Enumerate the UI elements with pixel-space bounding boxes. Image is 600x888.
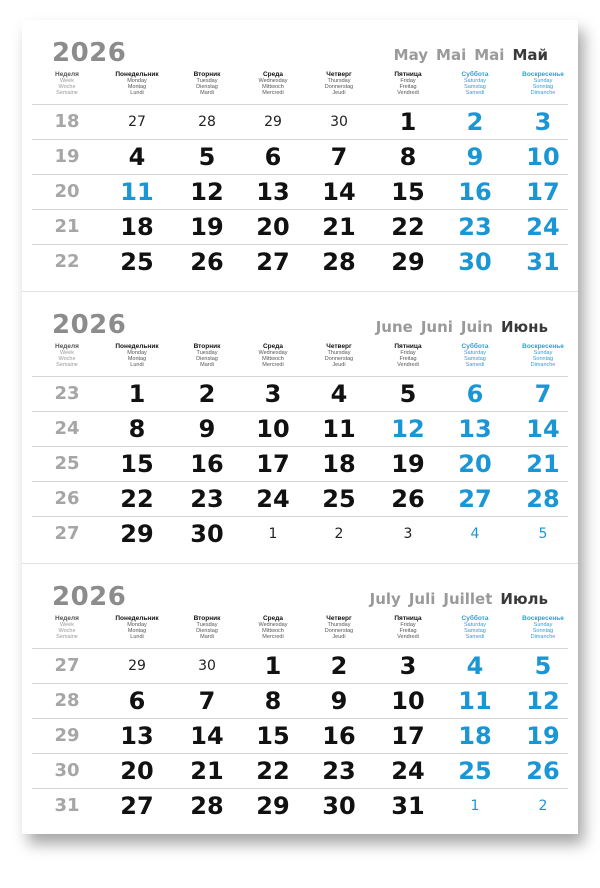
- month-name: Mai: [474, 46, 505, 64]
- day-header-ru: Пятница: [394, 71, 422, 78]
- day-header-translation: Thursday: [327, 350, 351, 356]
- day-cell: 1: [264, 652, 282, 680]
- day-header-ru: Воскресенье: [522, 71, 564, 78]
- day-cell: 23: [322, 757, 356, 785]
- week-number: 30: [54, 760, 80, 781]
- week-row: [32, 516, 568, 551]
- day-header-translation: Week: [60, 350, 74, 356]
- day-header: [240, 344, 306, 368]
- week-number: 20: [54, 181, 80, 202]
- day-header-translation: Semaine: [56, 90, 78, 96]
- day-cell: 22: [391, 213, 425, 241]
- day-header-translation: Montag: [127, 356, 147, 362]
- day-header-translation: Mittwoch: [262, 84, 284, 90]
- adjacent-month-day-cell: 29: [128, 658, 146, 674]
- day-cell: 4: [466, 652, 484, 680]
- day-header-translation: Semaine: [56, 634, 78, 640]
- day-header-translation: Woche: [58, 356, 76, 362]
- day-cell: 29: [120, 520, 154, 548]
- adjacent-month-day-cell: 28: [198, 114, 216, 130]
- day-header-translation: Mercredi: [262, 634, 284, 640]
- day-cell: 19: [190, 213, 224, 241]
- day-cell: 5: [198, 143, 216, 171]
- day-header: [442, 72, 508, 96]
- day-cell: 28: [190, 792, 224, 820]
- day-header-ru: Четверг: [326, 343, 352, 350]
- day-header-translation: Vendredi: [397, 634, 419, 640]
- month-name-ru: Июнь: [501, 318, 548, 336]
- week-number: 31: [54, 795, 80, 816]
- day-header-translation: Woche: [58, 628, 76, 634]
- month-name: Juli: [408, 590, 436, 608]
- day-header-row: [32, 72, 568, 102]
- day-cell: 21: [526, 450, 560, 478]
- day-header: [306, 72, 372, 96]
- month-name: Juni: [420, 318, 453, 336]
- month-block: [22, 291, 578, 563]
- day-header-translation: Tuesday: [196, 622, 218, 628]
- month-names: [376, 318, 548, 336]
- day-cell: 21: [190, 757, 224, 785]
- day-header-ru: Неделя: [55, 343, 79, 350]
- day-cell: 31: [391, 792, 425, 820]
- day-cell: 24: [391, 757, 425, 785]
- day-cell: 9: [198, 415, 216, 443]
- day-cell: 9: [330, 687, 348, 715]
- day-cell: 27: [458, 485, 492, 513]
- day-header-translation: Saturday: [463, 622, 486, 628]
- day-header-translation: Week: [60, 78, 74, 84]
- day-cell: 7: [534, 380, 552, 408]
- day-cell: 10: [256, 415, 290, 443]
- day-cell: 13: [256, 178, 290, 206]
- week-number: 27: [54, 655, 80, 676]
- year-label: 2026: [52, 310, 127, 340]
- week-row: [32, 753, 568, 788]
- day-header-translation: Tuesday: [196, 350, 218, 356]
- year-label: 2026: [52, 38, 127, 68]
- day-cell: 1: [128, 380, 146, 408]
- day-header-translation: Samedi: [465, 362, 485, 368]
- day-header-translation: Dienstag: [196, 628, 218, 634]
- day-header: [375, 616, 441, 640]
- day-header-translation: Dimanche: [530, 90, 556, 96]
- day-cell: 17: [391, 722, 425, 750]
- day-header-translation: Sonntag: [532, 356, 554, 362]
- day-header-ru: Суббота: [461, 343, 489, 350]
- day-header-translation: Dimanche: [530, 362, 556, 368]
- day-cell: 13: [458, 415, 492, 443]
- day-cell: 20: [458, 450, 492, 478]
- day-cell: 29: [391, 248, 425, 276]
- day-cell: 19: [526, 722, 560, 750]
- week-number: 22: [54, 251, 80, 272]
- day-cell: 5: [399, 380, 417, 408]
- day-header-translation: Monday: [127, 78, 147, 84]
- day-header-ru: Воскресенье: [522, 343, 564, 350]
- week-number: 29: [54, 725, 80, 746]
- day-header: [510, 616, 576, 640]
- month-names: [394, 46, 548, 64]
- day-header-translation: Mittwoch: [262, 356, 284, 362]
- day-header-translation: Friday: [400, 78, 416, 84]
- week-number: 24: [54, 418, 80, 439]
- day-header: [38, 72, 96, 96]
- day-cell: 7: [198, 687, 216, 715]
- week-row: [32, 411, 568, 446]
- day-header-translation: Sunday: [533, 350, 553, 356]
- day-header: [442, 344, 508, 368]
- week-number: 18: [54, 111, 80, 132]
- week-row: [32, 648, 568, 683]
- adjacent-month-day-cell: 3: [403, 526, 413, 542]
- day-cell: 6: [466, 380, 484, 408]
- day-cell: 10: [526, 143, 560, 171]
- day-cell: 14: [190, 722, 224, 750]
- adjacent-month-day-cell: 2: [334, 526, 344, 542]
- day-cell: 8: [399, 143, 417, 171]
- day-cell: 18: [458, 722, 492, 750]
- day-header-translation: Monday: [127, 622, 147, 628]
- day-cell: 27: [256, 248, 290, 276]
- day-cell: 30: [458, 248, 492, 276]
- day-header-translation: Mardi: [200, 634, 214, 640]
- day-header-ru: Суббота: [461, 71, 489, 78]
- week-row: [32, 104, 568, 139]
- day-cell: 4: [128, 143, 146, 171]
- day-header-translation: Montag: [127, 84, 147, 90]
- day-header-translation: Lundi: [130, 634, 144, 640]
- week-number: 26: [54, 488, 80, 509]
- day-cell: 14: [526, 415, 560, 443]
- day-header-translation: Wednesday: [258, 350, 288, 356]
- day-cell: 9: [466, 143, 484, 171]
- day-header-ru: Суббота: [461, 615, 489, 622]
- month-block: [22, 20, 578, 291]
- adjacent-month-day-cell: 5: [538, 526, 548, 542]
- day-cell: 12: [391, 415, 425, 443]
- day-header-translation: Donnerstag: [324, 84, 354, 90]
- day-header: [375, 344, 441, 368]
- day-cell: 3: [534, 108, 552, 136]
- day-header: [38, 344, 96, 368]
- day-cell: 20: [120, 757, 154, 785]
- day-cell: 22: [256, 757, 290, 785]
- day-header-translation: Vendredi: [397, 362, 419, 368]
- day-header-translation: Lundi: [130, 90, 144, 96]
- day-header-ru: Четверг: [326, 615, 352, 622]
- day-header-translation: Jeudi: [332, 634, 346, 640]
- week-number: 27: [54, 523, 80, 544]
- day-header-ru: Среда: [262, 71, 284, 78]
- day-cell: 10: [391, 687, 425, 715]
- week-row: [32, 376, 568, 411]
- day-header: [174, 72, 240, 96]
- day-header-translation: Samedi: [465, 90, 485, 96]
- day-cell: 25: [322, 485, 356, 513]
- day-header-translation: Samstag: [464, 84, 486, 90]
- day-header-translation: Thursday: [327, 78, 351, 84]
- day-cell: 18: [120, 213, 154, 241]
- day-header-translation: Sonntag: [532, 628, 554, 634]
- day-cell: 24: [256, 485, 290, 513]
- day-cell: 18: [322, 450, 356, 478]
- day-header: [306, 616, 372, 640]
- week-row: [32, 446, 568, 481]
- day-header-translation: Tuesday: [196, 78, 218, 84]
- day-header-ru: Неделя: [55, 615, 79, 622]
- day-header-ru: Пятница: [394, 615, 422, 622]
- day-cell: 11: [322, 415, 356, 443]
- week-row: [32, 481, 568, 516]
- day-header-translation: Dienstag: [196, 356, 218, 362]
- day-header-translation: Thursday: [327, 622, 351, 628]
- adjacent-month-day-cell: 1: [470, 798, 480, 814]
- day-header-ru: Среда: [262, 343, 284, 350]
- day-header-translation: Dienstag: [196, 84, 218, 90]
- day-header: [375, 72, 441, 96]
- day-cell: 24: [526, 213, 560, 241]
- day-cell: 15: [256, 722, 290, 750]
- day-cell: 27: [120, 792, 154, 820]
- day-cell: 16: [190, 450, 224, 478]
- day-header-translation: Donnerstag: [324, 356, 354, 362]
- month-name: Juillet: [443, 590, 493, 608]
- day-cell: 15: [391, 178, 425, 206]
- day-header-ru: Среда: [262, 615, 284, 622]
- adjacent-month-day-cell: 29: [264, 114, 282, 130]
- day-header-translation: Dimanche: [530, 634, 556, 640]
- day-header-translation: Samstag: [464, 628, 486, 634]
- calendar-sheet: [22, 20, 578, 834]
- day-cell: 12: [190, 178, 224, 206]
- day-header: [104, 72, 170, 96]
- day-cell: 17: [256, 450, 290, 478]
- week-number: 19: [54, 146, 80, 167]
- day-cell: 25: [120, 248, 154, 276]
- day-header-translation: Friday: [400, 622, 416, 628]
- day-header-translation: Samedi: [465, 634, 485, 640]
- day-cell: 14: [322, 178, 356, 206]
- day-cell: 12: [526, 687, 560, 715]
- week-row: [32, 683, 568, 718]
- day-cell: 6: [264, 143, 282, 171]
- week-row: [32, 174, 568, 209]
- adjacent-month-day-cell: 4: [470, 526, 480, 542]
- day-header: [240, 616, 306, 640]
- day-cell: 7: [330, 143, 348, 171]
- week-number: 25: [54, 453, 80, 474]
- day-header-translation: Jeudi: [332, 362, 346, 368]
- month-name: May: [393, 46, 429, 64]
- day-cell: 26: [190, 248, 224, 276]
- week-number: 28: [54, 690, 80, 711]
- day-cell: 17: [526, 178, 560, 206]
- week-row: [32, 244, 568, 279]
- day-header-ru: Вторник: [193, 343, 221, 350]
- day-cell: 11: [120, 178, 154, 206]
- day-cell: 16: [458, 178, 492, 206]
- day-cell: 23: [458, 213, 492, 241]
- day-header-translation: Mittwoch: [262, 628, 284, 634]
- month-name: Mai: [436, 46, 467, 64]
- day-header-translation: Montag: [127, 628, 147, 634]
- day-header: [510, 344, 576, 368]
- day-header: [174, 344, 240, 368]
- week-row: [32, 718, 568, 753]
- day-header-translation: Lundi: [130, 362, 144, 368]
- day-header-ru: Воскресенье: [522, 615, 564, 622]
- day-cell: 28: [322, 248, 356, 276]
- day-header-translation: Samstag: [464, 356, 486, 362]
- day-cell: 30: [190, 520, 224, 548]
- day-header-translation: Semaine: [56, 362, 78, 368]
- day-header: [510, 72, 576, 96]
- day-header-translation: Freitag: [399, 356, 417, 362]
- day-cell: 2: [466, 108, 484, 136]
- adjacent-month-day-cell: 27: [128, 114, 146, 130]
- week-row: [32, 139, 568, 174]
- month-block: [22, 563, 578, 835]
- day-header-translation: Mardi: [200, 362, 214, 368]
- day-header-translation: Freitag: [399, 84, 417, 90]
- day-cell: 29: [256, 792, 290, 820]
- day-header-ru: Четверг: [326, 71, 352, 78]
- day-header-ru: Неделя: [55, 71, 79, 78]
- day-header-translation: Vendredi: [397, 90, 419, 96]
- day-cell: 19: [391, 450, 425, 478]
- week-row: [32, 209, 568, 244]
- day-header-translation: Wednesday: [258, 78, 288, 84]
- adjacent-month-day-cell: 2: [538, 798, 548, 814]
- day-header-translation: Saturday: [463, 78, 486, 84]
- day-header-ru: Пятница: [394, 343, 422, 350]
- day-cell: 26: [526, 757, 560, 785]
- day-header: [104, 616, 170, 640]
- day-cell: 15: [120, 450, 154, 478]
- day-header-translation: Monday: [127, 350, 147, 356]
- day-header-translation: Mercredi: [262, 362, 284, 368]
- day-cell: 1: [399, 108, 417, 136]
- day-cell: 13: [120, 722, 154, 750]
- month-name-ru: Май: [512, 46, 548, 64]
- day-header: [38, 616, 96, 640]
- day-header-row: [32, 344, 568, 374]
- day-header: [174, 616, 240, 640]
- day-cell: 11: [458, 687, 492, 715]
- month-name: June: [375, 318, 413, 336]
- day-cell: 21: [322, 213, 356, 241]
- day-cell: 25: [458, 757, 492, 785]
- day-header-ru: Вторник: [193, 71, 221, 78]
- adjacent-month-day-cell: 30: [330, 114, 348, 130]
- day-header-translation: Friday: [400, 350, 416, 356]
- day-header-translation: Donnerstag: [324, 628, 354, 634]
- month-name: July: [369, 590, 401, 608]
- day-cell: 28: [526, 485, 560, 513]
- day-cell: 26: [391, 485, 425, 513]
- month-name-ru: Июль: [500, 590, 548, 608]
- day-header-translation: Saturday: [463, 350, 486, 356]
- day-cell: 3: [399, 652, 417, 680]
- day-header-translation: Week: [60, 622, 74, 628]
- month-names: [370, 590, 548, 608]
- month-name: Juin: [460, 318, 493, 336]
- day-cell: 23: [190, 485, 224, 513]
- day-cell: 6: [128, 687, 146, 715]
- day-cell: 4: [330, 380, 348, 408]
- day-cell: 2: [330, 652, 348, 680]
- day-header-translation: Mardi: [200, 90, 214, 96]
- day-header-translation: Sonntag: [532, 84, 554, 90]
- day-header: [240, 72, 306, 96]
- day-cell: 20: [256, 213, 290, 241]
- day-header: [442, 616, 508, 640]
- adjacent-month-day-cell: 1: [268, 526, 278, 542]
- day-header-translation: Mercredi: [262, 90, 284, 96]
- day-cell: 31: [526, 248, 560, 276]
- day-header-translation: Sunday: [533, 622, 553, 628]
- year-label: 2026: [52, 582, 127, 612]
- day-header-ru: Понедельник: [115, 71, 159, 78]
- day-cell: 8: [264, 687, 282, 715]
- adjacent-month-day-cell: 30: [198, 658, 216, 674]
- day-cell: 8: [128, 415, 146, 443]
- day-cell: 30: [322, 792, 356, 820]
- day-header-ru: Вторник: [193, 615, 221, 622]
- day-header-translation: Jeudi: [332, 90, 346, 96]
- week-number: 21: [54, 216, 80, 237]
- day-header-translation: Woche: [58, 84, 76, 90]
- day-cell: 22: [120, 485, 154, 513]
- day-header-ru: Понедельник: [115, 615, 159, 622]
- day-header-translation: Sunday: [533, 78, 553, 84]
- day-header-ru: Понедельник: [115, 343, 159, 350]
- day-header: [306, 344, 372, 368]
- day-cell: 5: [534, 652, 552, 680]
- day-header-translation: Wednesday: [258, 622, 288, 628]
- day-header-translation: Freitag: [399, 628, 417, 634]
- day-cell: 3: [264, 380, 282, 408]
- day-cell: 16: [322, 722, 356, 750]
- week-number: 23: [54, 383, 80, 404]
- week-row: [32, 788, 568, 823]
- day-header: [104, 344, 170, 368]
- day-header-row: [32, 616, 568, 646]
- day-cell: 2: [198, 380, 216, 408]
